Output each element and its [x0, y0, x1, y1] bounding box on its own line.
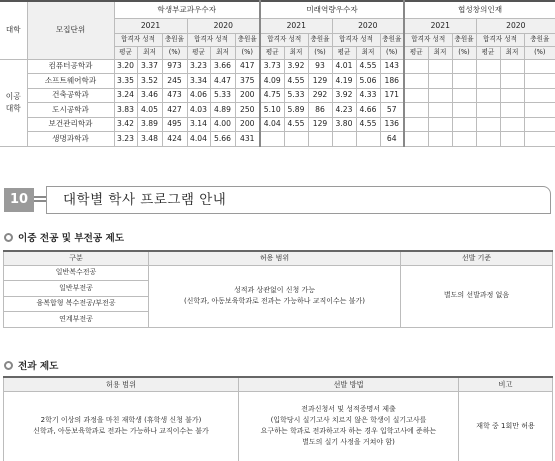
- value-cell: [404, 88, 428, 103]
- value-cell: 3.92: [284, 59, 308, 74]
- value-cell: [404, 103, 428, 118]
- section-banner: [4, 186, 551, 214]
- value-cell: 3.48: [137, 132, 162, 147]
- value-cell: 4.00: [210, 117, 235, 132]
- ratio-unit: (%): [162, 46, 187, 59]
- value-cell: 136: [380, 117, 404, 132]
- type-cell: 연계부전공: [4, 312, 149, 328]
- value-cell: 4.55: [284, 117, 308, 132]
- unit-cell: 컴퓨터공학과: [27, 59, 114, 74]
- ratio-unit: (%): [308, 46, 332, 59]
- value-cell: 3.83: [114, 103, 137, 118]
- value-cell: 4.89: [210, 103, 235, 118]
- transfer-note-cell: 재학 중 1회만 허용: [459, 391, 553, 461]
- value-cell: [332, 132, 356, 147]
- value-cell: 3.23: [187, 59, 210, 74]
- header-criteria: 선발 기준: [401, 251, 553, 265]
- min-header: 최저: [284, 46, 308, 59]
- ratio-unit: (%): [380, 46, 404, 59]
- ratio-header: 충원율: [308, 33, 332, 46]
- value-cell: 4.19: [332, 74, 356, 89]
- value-cell: 250: [235, 103, 260, 118]
- value-cell: 5.33: [210, 88, 235, 103]
- avg-header: 평균: [404, 46, 428, 59]
- value-cell: [452, 74, 476, 89]
- transfer-table: [3, 376, 553, 461]
- unit-cell: 도시공학과: [27, 103, 114, 118]
- criteria-cell: 별도의 선발과정 없음: [401, 265, 553, 327]
- value-cell: [500, 103, 524, 118]
- value-cell: 3.52: [137, 74, 162, 89]
- header-method: 선발 방법: [239, 377, 459, 391]
- value-cell: [260, 132, 284, 147]
- header-group-2: 미래역량우수자: [260, 1, 404, 18]
- value-cell: 4.03: [187, 103, 210, 118]
- value-cell: [404, 117, 428, 132]
- value-cell: 86: [308, 103, 332, 118]
- value-cell: 3.42: [114, 117, 137, 132]
- avg-header: 평균: [114, 46, 137, 59]
- table-row: [0, 88, 555, 103]
- value-cell: [428, 117, 452, 132]
- header-type: 구분: [4, 251, 149, 265]
- min-header: 최저: [428, 46, 452, 59]
- value-cell: 4.47: [210, 74, 235, 89]
- value-cell: 3.37: [137, 59, 162, 74]
- value-cell: [452, 88, 476, 103]
- value-cell: 4.01: [332, 59, 356, 74]
- value-cell: 495: [162, 117, 187, 132]
- unit-cell: 생명과학과: [27, 132, 114, 147]
- value-cell: [284, 132, 308, 147]
- ratio-unit: (%): [452, 46, 476, 59]
- section-title: 대학별 학사 프로그램 안내: [46, 186, 551, 214]
- header-unit: 모집단위: [27, 1, 114, 59]
- scope-line: 신학과, 아동보육학과로 전과는 가능하나 교직이수는 불가: [33, 427, 209, 435]
- value-cell: 3.46: [137, 88, 162, 103]
- transfer-method-cell: [239, 391, 459, 461]
- year-header: 2020: [476, 18, 555, 33]
- score-header: 합격자 성적: [260, 33, 308, 46]
- year-header: 2020: [332, 18, 404, 33]
- method-line: (입학당시 실기고사 치르지 않은 학생이 실기고사를: [270, 416, 427, 425]
- value-cell: [428, 59, 452, 74]
- table-row: [0, 117, 555, 132]
- value-cell: 3.80: [332, 117, 356, 132]
- value-cell: [404, 59, 428, 74]
- value-cell: [500, 132, 524, 147]
- value-cell: 186: [380, 74, 404, 89]
- unit-cell: 건축공학과: [27, 88, 114, 103]
- value-cell: [500, 74, 524, 89]
- value-cell: [476, 59, 500, 74]
- double-major-table: [3, 250, 553, 328]
- value-cell: 5.10: [260, 103, 284, 118]
- score-header: 합격자 성적: [187, 33, 235, 46]
- value-cell: [476, 88, 500, 103]
- table-row: [0, 103, 555, 118]
- value-cell: 3.23: [114, 132, 137, 147]
- value-cell: 973: [162, 59, 187, 74]
- table-row: [0, 132, 555, 147]
- value-cell: [404, 74, 428, 89]
- min-header: 최저: [356, 46, 380, 59]
- value-cell: 143: [380, 59, 404, 74]
- year-header: 2021: [404, 18, 476, 33]
- ratio-header: 충원율: [524, 33, 555, 46]
- min-header: 최저: [210, 46, 235, 59]
- value-cell: [500, 117, 524, 132]
- value-cell: 171: [380, 88, 404, 103]
- value-cell: [428, 132, 452, 147]
- value-cell: [476, 117, 500, 132]
- value-cell: 4.05: [137, 103, 162, 118]
- value-cell: [452, 117, 476, 132]
- avg-header: 평균: [187, 46, 210, 59]
- min-header: 최저: [137, 46, 162, 59]
- value-cell: 473: [162, 88, 187, 103]
- year-header: 2021: [114, 18, 187, 33]
- value-cell: 4.23: [332, 103, 356, 118]
- ratio-unit: (%): [524, 46, 555, 59]
- ratio-header: 충원율: [380, 33, 404, 46]
- header-group-3: 협성창의인재: [404, 1, 555, 18]
- value-cell: [428, 88, 452, 103]
- value-cell: 3.20: [114, 59, 137, 74]
- unit-cell: 소프트웨어학과: [27, 74, 114, 89]
- value-cell: 4.09: [260, 74, 284, 89]
- value-cell: [428, 74, 452, 89]
- value-cell: [500, 88, 524, 103]
- type-cell: 융복합형 복수전공/부전공: [4, 296, 149, 312]
- value-cell: 3.14: [187, 117, 210, 132]
- score-header: 합격자 성적: [476, 33, 524, 46]
- type-cell: 일반복수전공: [4, 265, 149, 281]
- scope-line: 성적과 상관없이 신청 가능: [233, 285, 316, 294]
- value-cell: 4.04: [260, 117, 284, 132]
- avg-header: 평균: [476, 46, 500, 59]
- value-cell: [524, 88, 555, 103]
- value-cell: 245: [162, 74, 187, 89]
- value-cell: [524, 103, 555, 118]
- value-cell: [428, 103, 452, 118]
- value-cell: 4.66: [356, 103, 380, 118]
- value-cell: 4.04: [187, 132, 210, 147]
- year-header: 2020: [187, 18, 260, 33]
- transfer-scope-cell: [4, 391, 239, 461]
- value-cell: 4.55: [284, 74, 308, 89]
- value-cell: 5.89: [284, 103, 308, 118]
- admissions-results-table: [0, 0, 555, 147]
- header-division: 대학: [0, 1, 27, 59]
- value-cell: 3.73: [260, 59, 284, 74]
- value-cell: [524, 117, 555, 132]
- avg-header: 평균: [332, 46, 356, 59]
- value-cell: 3.34: [187, 74, 210, 89]
- value-cell: 5.06: [356, 74, 380, 89]
- value-cell: 417: [235, 59, 260, 74]
- min-header: 최저: [500, 46, 524, 59]
- value-cell: 4.75: [260, 88, 284, 103]
- value-cell: 5.66: [210, 132, 235, 147]
- circle-bullet-icon: [4, 233, 13, 242]
- value-cell: [500, 59, 524, 74]
- header-note: 비고: [459, 377, 553, 391]
- value-cell: 3.92: [332, 88, 356, 103]
- value-cell: [476, 103, 500, 118]
- value-cell: 57: [380, 103, 404, 118]
- value-cell: 3.24: [114, 88, 137, 103]
- type-cell: 일반부전공: [4, 281, 149, 297]
- score-header: 합격자 성적: [404, 33, 452, 46]
- value-cell: [524, 74, 555, 89]
- transfer-heading: [4, 358, 58, 372]
- value-cell: [524, 132, 555, 147]
- value-cell: 64: [380, 132, 404, 147]
- double-major-heading-text: 이중 전공 및 부전공 제도: [18, 233, 125, 244]
- value-cell: 3.66: [210, 59, 235, 74]
- avg-header: 평균: [260, 46, 284, 59]
- table-row: [0, 74, 555, 89]
- value-cell: 3.35: [114, 74, 137, 89]
- value-cell: [356, 132, 380, 147]
- scope-line: (신학과, 아동보육학과로 전과는 가능하나 교직이수는 불가): [183, 297, 366, 305]
- value-cell: 375: [235, 74, 260, 89]
- value-cell: 4.06: [187, 88, 210, 103]
- value-cell: [452, 103, 476, 118]
- value-cell: 129: [308, 74, 332, 89]
- admissions-table-body: [0, 59, 555, 146]
- table-row: [0, 59, 555, 74]
- method-line: 요구하는 학과로 전과하고자 하는 경우 입학고사에 준하는: [260, 427, 437, 435]
- value-cell: [524, 59, 555, 74]
- banner-connector: [34, 196, 46, 204]
- value-cell: 424: [162, 132, 187, 147]
- year-header: 2021: [260, 18, 332, 33]
- value-cell: [476, 132, 500, 147]
- value-cell: 200: [235, 117, 260, 132]
- method-line: 별도의 실기 사정을 거쳐야 함): [302, 437, 395, 446]
- ratio-unit: (%): [235, 46, 260, 59]
- header-group-1: 학생부교과우수자: [114, 1, 260, 18]
- value-cell: 4.55: [356, 117, 380, 132]
- value-cell: [452, 59, 476, 74]
- value-cell: [404, 132, 428, 147]
- value-cell: [308, 132, 332, 147]
- header-scope: 허용 범위: [4, 377, 239, 391]
- value-cell: 3.89: [137, 117, 162, 132]
- value-cell: [476, 74, 500, 89]
- value-cell: 129: [308, 117, 332, 132]
- value-cell: 93: [308, 59, 332, 74]
- value-cell: 292: [308, 88, 332, 103]
- circle-bullet-icon: [4, 361, 13, 370]
- method-line: 전과신청서 및 성적증명서 제출: [301, 405, 396, 414]
- scope-cell: [149, 265, 401, 327]
- value-cell: 427: [162, 103, 187, 118]
- ratio-header: 충원율: [235, 33, 260, 46]
- unit-cell: 보건관리학과: [27, 117, 114, 132]
- scope-line: 2학기 이상의 과정을 마친 재학생 (휴학생 신청 불가): [40, 416, 202, 425]
- double-major-heading: [4, 230, 124, 244]
- ratio-header: 충원율: [162, 33, 187, 46]
- value-cell: 4.33: [356, 88, 380, 103]
- value-cell: 200: [235, 88, 260, 103]
- value-cell: 4.55: [356, 59, 380, 74]
- ratio-header: 충원율: [452, 33, 476, 46]
- section-number: 10: [4, 188, 34, 212]
- score-header: 합격자 성적: [332, 33, 380, 46]
- division-cell: 이공 대학: [0, 59, 27, 146]
- header-scope: 허용 범위: [149, 251, 401, 265]
- value-cell: [452, 132, 476, 147]
- value-cell: 5.33: [284, 88, 308, 103]
- value-cell: 431: [235, 132, 260, 147]
- score-header: 합격자 성적: [114, 33, 162, 46]
- transfer-heading-text: 전과 제도: [18, 361, 59, 372]
